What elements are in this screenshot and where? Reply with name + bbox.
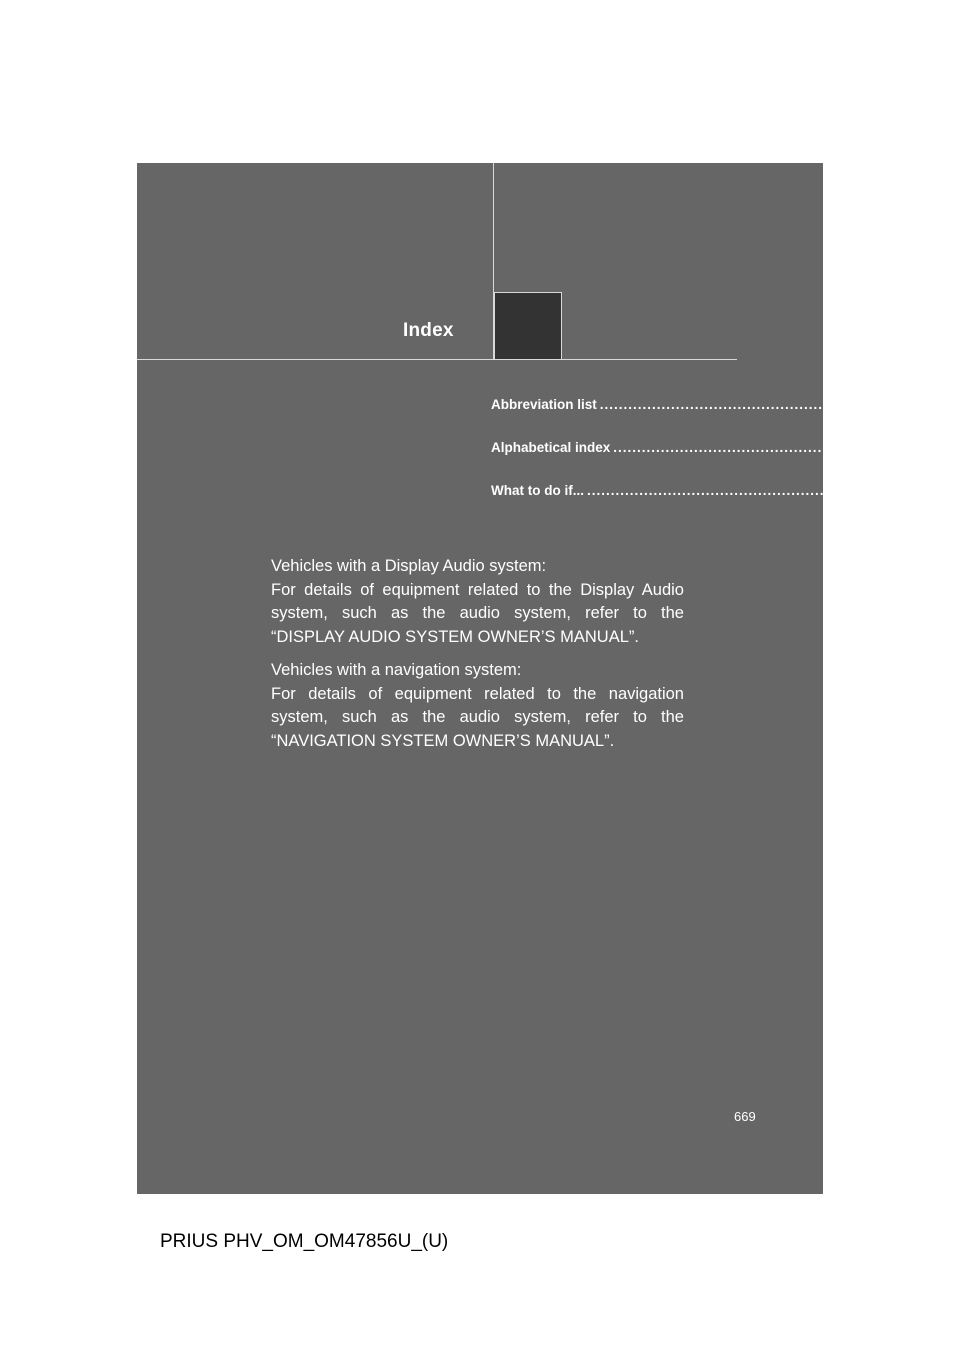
note-body: For details of equipment related to the navigation system, such as the audio system, refer to the “NAVIGATION SYSTEM OWNER’S MANUAL”. <box>271 684 684 750</box>
note-display-audio <box>271 555 684 649</box>
note-navigation <box>271 659 684 753</box>
note-body: For details of equipment related to the Display Audio system, such as the audio system, refer to the “DISPLAY AUDIO SYSTEM OWNER’S MANUAL”. <box>271 580 684 646</box>
toc-leader-dots: ......................................................... <box>586 483 858 498</box>
note-heading: Vehicles with a navigation system: <box>271 661 522 679</box>
section-title: Index <box>403 320 454 341</box>
notes <box>271 555 684 763</box>
page-number: 669 <box>734 1109 756 1124</box>
toc-leader-dots: ......................................................... <box>613 440 885 455</box>
toc-page: 670 <box>876 397 900 412</box>
toc-label: Alphabetical index <box>491 440 611 455</box>
table-of-contents <box>491 397 913 526</box>
horizontal-rule <box>137 359 737 360</box>
document-footer: PRIUS PHV_OM_OM47856U_(U) <box>160 1231 449 1252</box>
toc-item-abbreviation-list[interactable] <box>491 397 900 440</box>
toc-label: Abbreviation list <box>491 397 597 412</box>
section-tab <box>494 292 562 359</box>
toc-page: 672 <box>890 440 913 455</box>
note-heading: Vehicles with a Display Audio system: <box>271 557 547 575</box>
toc-item-what-to-do-if[interactable] <box>491 483 887 526</box>
toc-label: What to do if... <box>491 483 584 498</box>
page-panel <box>137 163 913 1194</box>
toc-leader-dots: ......................................................... <box>599 397 871 412</box>
toc-item-alphabetical-index[interactable] <box>491 440 913 483</box>
toc-page: 684 <box>863 483 887 498</box>
